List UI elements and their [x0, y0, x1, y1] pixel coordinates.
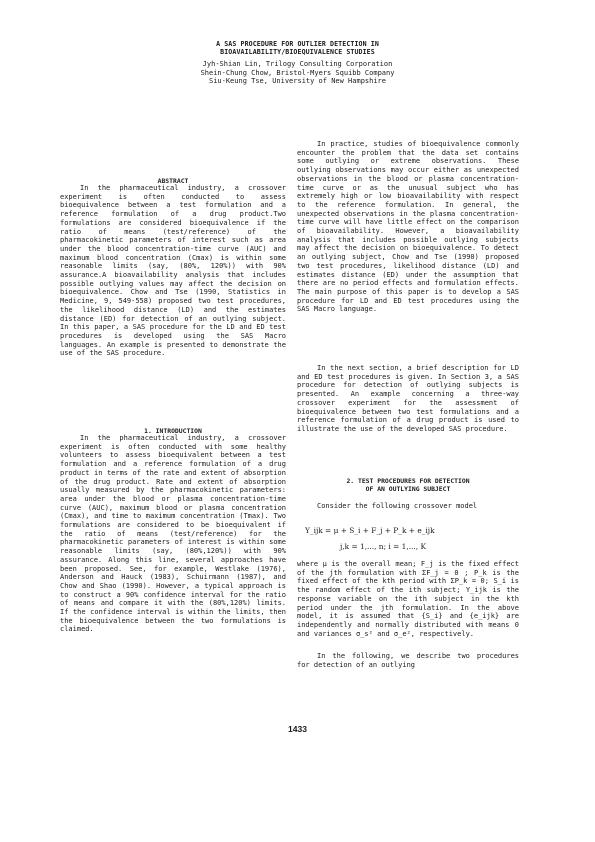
abstract-heading: ABSTRACT: [157, 177, 189, 185]
introduction-heading: 1. INTRODUCTION: [144, 427, 202, 435]
author-1: Jyh-Shian Lin, Trilogy Consulting Corporation: [202, 60, 393, 68]
paper-title: [0, 40, 595, 57]
section2-heading-line-2: OF AN OUTLYING SUBJECT: [365, 485, 451, 493]
title-line-2: BIOAVAILABILITY/BIOEQUIVALENCE STUDIES: [220, 48, 375, 57]
abstract-text: In the pharmaceutical industry, a crossover experiment is often conducted to assess bioequivalence between a test formulation and a reference formulation of a drug product.Two formulations are considered bioequivalence if the ratio of means (test/reference) of the pharmacokinetic parameters of interest such as area under the blood concentration-time curve (AUC) and maximum blood concentration (Cmax) is within some reasonable limits (say, (80%, 120%)) with 90% assurance.A bioavailability analysis that includes possible outlying values may affect the decision on bioequivalence. Chow and Tse (1990, Statistics in Medicine, 9, 549-558) proposed two test procedures, the likelihood distance (LD) and the estimates distance (ED) for detection of an outlying subject. In this paper, a SAS procedure for the LD and ED test procedures is developed using the SAS Macro languages. An example is presented to demonstrate the use of the SAS procedure.: [60, 184, 286, 358]
model-equation: Y_ijk = μ + S_i + F_j + P_k + e_ijk: [305, 526, 435, 535]
section2-heading: [297, 477, 519, 493]
author-block: [0, 60, 595, 86]
author-2: Shein-Chung Chow, Bristol-Myers Squibb Company: [200, 68, 395, 77]
model-description: where μ is the overall mean; F_j is the fixed effect of the jth formulation with ΣF_j = 0 ; P_k is the fixed effect of the kth period with ΣP_k = 0; S_i is the random effect of the ith subject; Y_ijk is the response variable on the ith subject in the kth period under the jth formulation. In the above model, it is assumed that {S_i} and {e_ijk} are independently and normally distributed with means 0 and variances σ_s² and σ_e², respectively.: [297, 560, 519, 638]
page-number: 1433: [288, 724, 307, 734]
consider-model-text: Consider the following crossover model: [317, 502, 478, 510]
practice-paragraph: In practice, studies of bioequivalence commonly encounter the problem that the data set contains some outlying or extreme observations. These outlying observations may occur either as unexpected observations in the blood or plasma concentration-time curve or as the unusual subject who has extremely high or low bioavailability with respect to the reference formulation. In general, the unexpected observations in the plasma concentration-time curve will have little effect on the comparison of bioavailability. However, a bioavailability analysis that includes possible outlying subjects may affect the decision on bioequivalence. To detect an outlying subject, Chow and Tse (1990) proposed two test procedures, likelihood distance (LD) and estimates distance (ED) under the assumption that there are no period effects and formulation effects. The main purpose of this paper is to develop a SAS procedure for LD and ED test procedures using the SAS Macro language.: [297, 140, 519, 314]
title-line-1: A SAS PROCEDURE FOR OUTLIER DETECTION IN: [216, 40, 379, 48]
author-3: Siu-Keung Tse, University of New Hampshire: [208, 77, 386, 86]
section2-heading-line-1: 2. TEST PROCEDURES FOR DETECTION: [346, 477, 470, 485]
next-section-paragraph: In the next section, a brief description for LD and ED test procedures is given. In Section 3, a SAS procedure for detection of outlying subjects is presented. An example concerning a three-way crossover experiment for the assessment of bioequivalence between two test formulations and a reference formulation of a drug product is used to illustrate the use of the developed SAS procedure.: [297, 364, 519, 433]
introduction-text: In the pharmaceutical industry, a crossover experiment is often conducted with some healthy volunteers to assess bioequivalent between a test formulation and a reference formulation of a drug product in terms of the rate and extent of absorption of the drug product. Rate and extent of absorption usually measured by the pharmacokinetic parameters: area under the blood or plasma concentration-time curve (AUC), maximum blood or plasma concentration (Cmax), and time to maximum concentration (Tmax). Two formulations are considered to be bioequivalent if the ratio of means (test/reference) for the pharmacokinetic parameters of interest is within some reasonable limits (say, (80%,120%)) with 90% assurance. Along this line, several approaches have been proposed. See, for example, Westlake (1976), Anderson and Hauck (1983), Schuirmann (1987), and Chow and Shao (1990). However, a typical approach is to construct a 90% confidence interval for the ratio of means and compare it with the (80%,120%) limits. If the confidence interval is within the limits, then the bioequivalence between the two formulations is claimed.: [60, 434, 286, 634]
following-paragraph: In the following, we describe two procedures for detection of an outlying: [297, 652, 519, 669]
model-index-range: j,k = 1,..., n; i = 1,..., K: [340, 542, 426, 551]
